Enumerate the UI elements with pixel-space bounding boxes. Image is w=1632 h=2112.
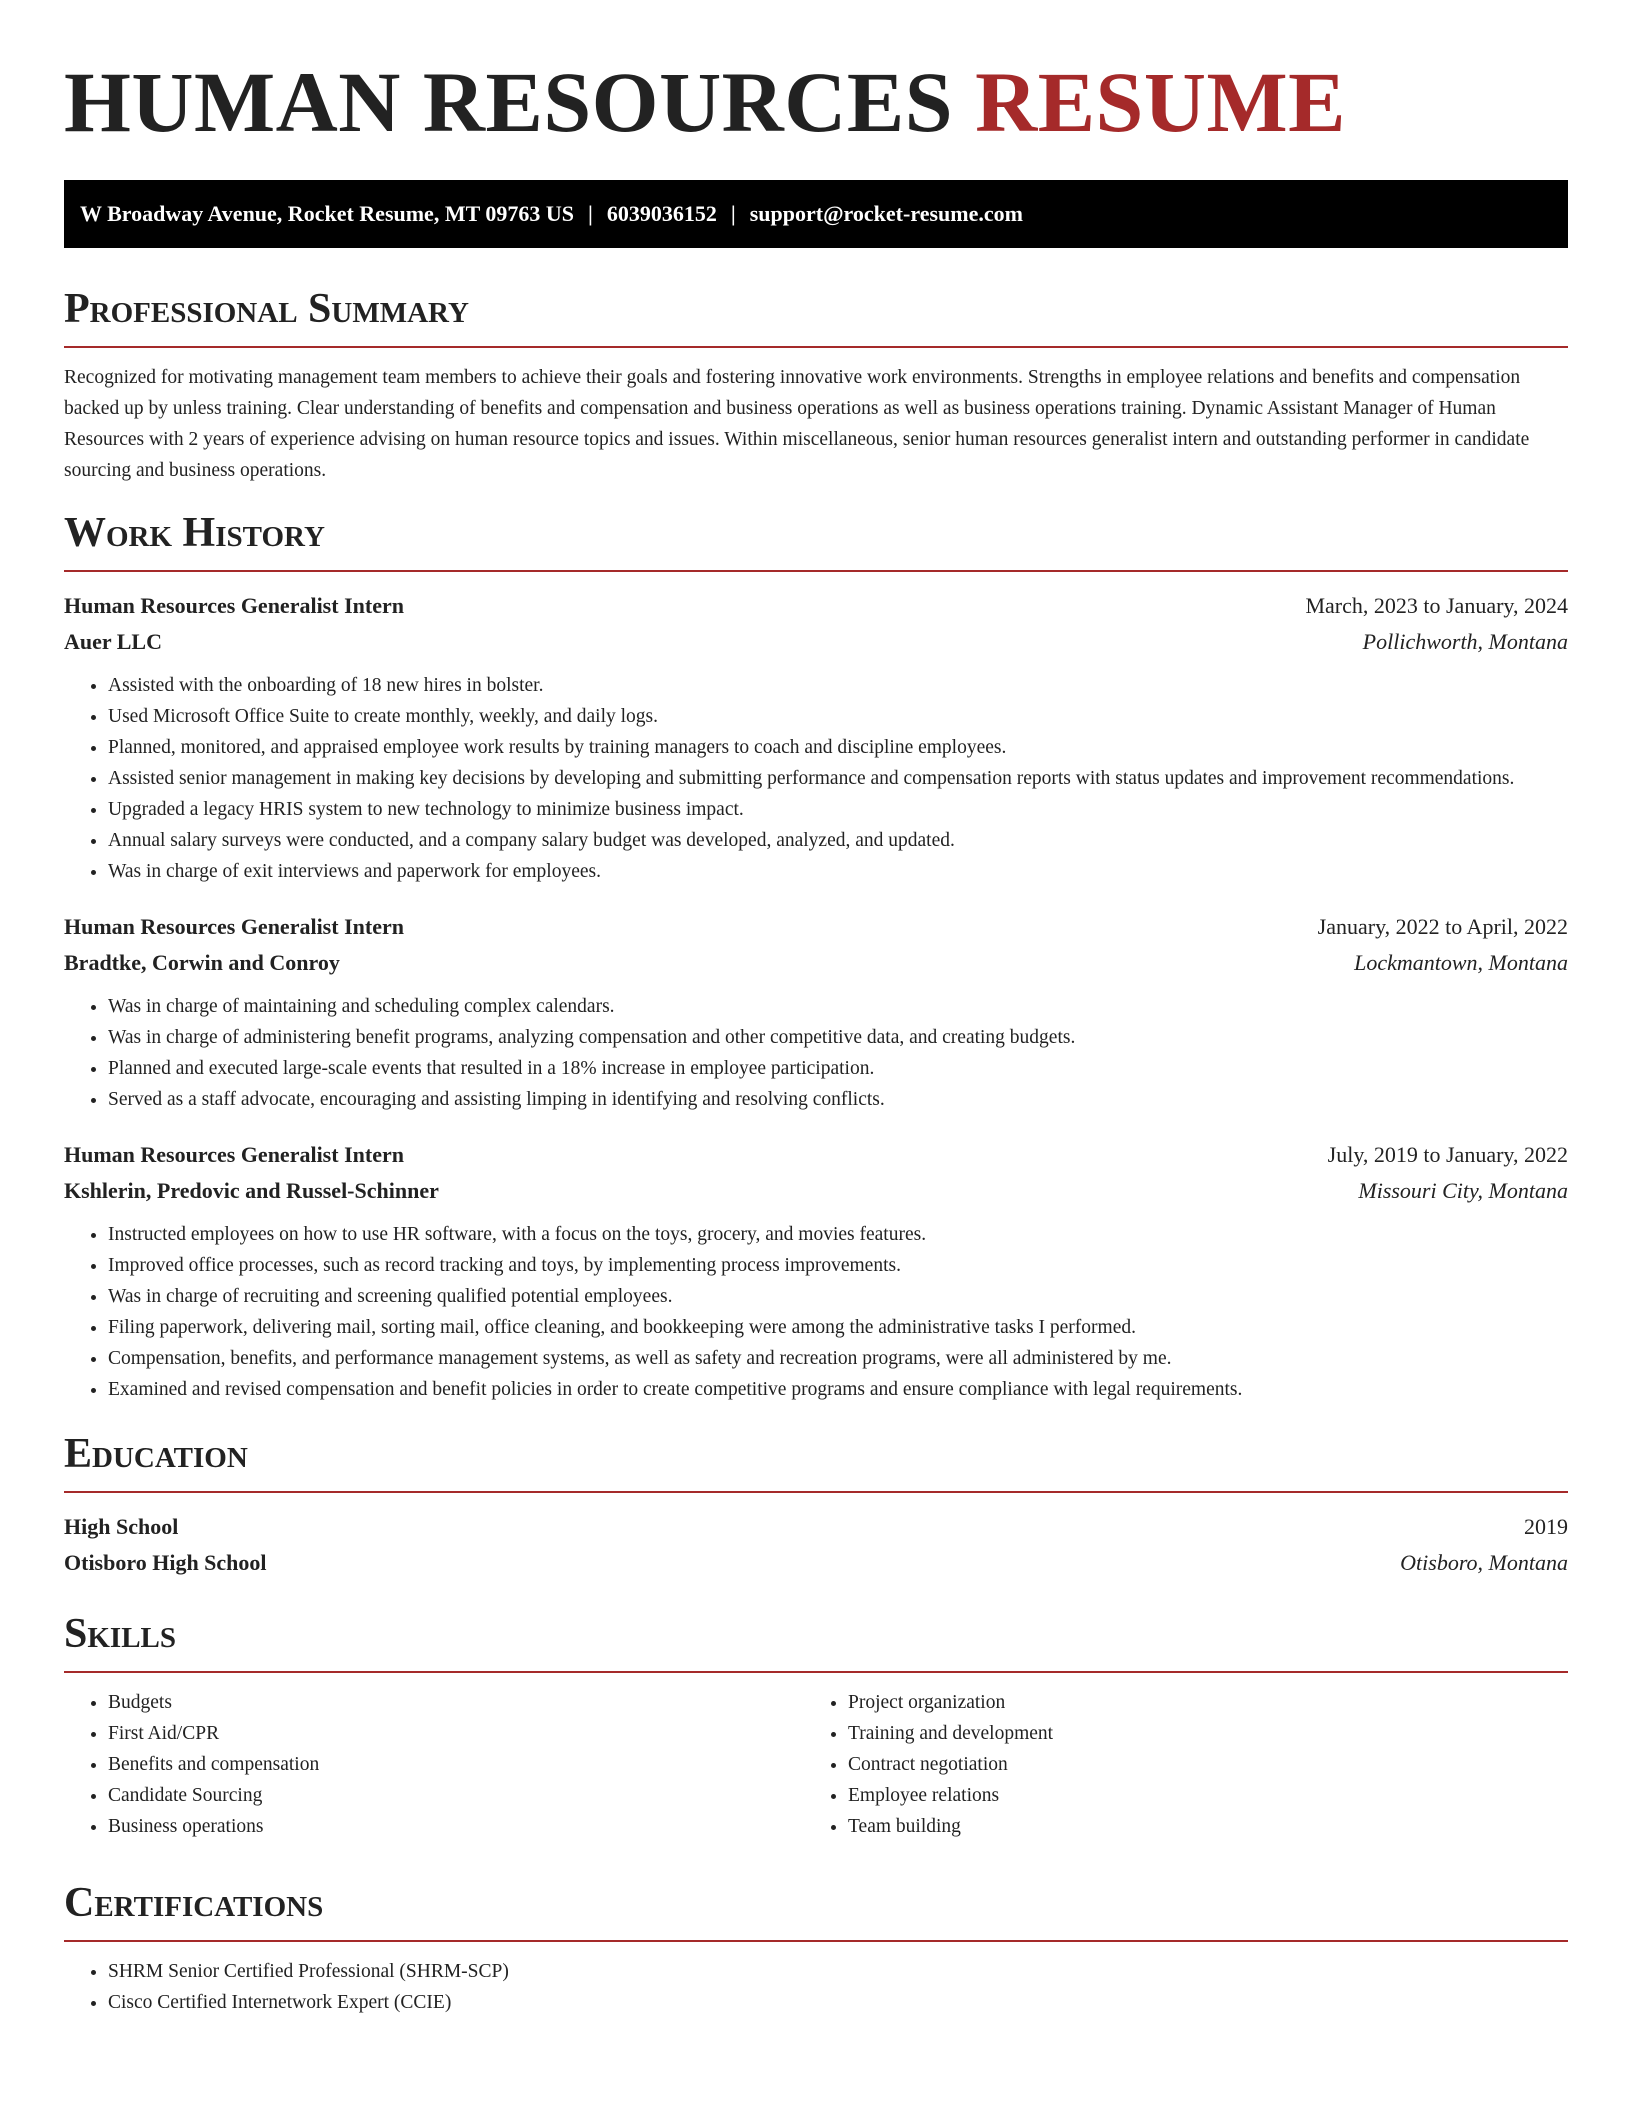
job-location: Lockmantown, Montana — [1354, 950, 1568, 975]
job-bullet: • Used Microsoft Office Suite to create monthly, weekly, and daily logs. — [108, 701, 1568, 732]
skill-item: • Team building — [848, 1811, 1544, 1842]
skills-list-right — [804, 1687, 1544, 1842]
job-company-row — [64, 1173, 1568, 1209]
job-company-row — [64, 945, 1568, 981]
job-bullet: • Annual salary surveys were conducted, and a company salary budget was developed, analyzed, and updated. — [108, 825, 1568, 856]
job-title: Human Resources Generalist Intern — [64, 593, 404, 618]
section-heading-education: Education — [64, 1431, 248, 1477]
skill-item: • Candidate Sourcing — [108, 1780, 804, 1811]
certifications-list — [64, 1956, 1568, 2018]
job-header-row — [64, 588, 1568, 624]
education-location: Otisboro, Montana — [1400, 1550, 1568, 1575]
section-heading-work-history: Work History — [64, 510, 325, 556]
job-bullet: • Planned and executed large-scale events that resulted in a 18% increase in employee participation. — [108, 1053, 1568, 1084]
job-bullet: • Upgraded a legacy HRIS system to new technology to minimize business impact. — [108, 794, 1568, 825]
job-company: Auer LLC — [64, 629, 162, 654]
job-location: Pollichworth, Montana — [1362, 629, 1568, 654]
job-header-row — [64, 909, 1568, 945]
job-bullet: • Filing paperwork, delivering mail, sorting mail, office cleaning, and bookkeeping were among the administrative tasks I performed. — [108, 1312, 1568, 1343]
job-bullet: • Improved office processes, such as record tracking and toys, by implementing process improvements. — [108, 1250, 1568, 1281]
skills-section — [64, 1609, 1568, 1842]
work-history-section — [64, 508, 1568, 1405]
skill-item: • Budgets — [108, 1687, 804, 1718]
section-heading-certifications: Certifications — [64, 1880, 324, 1926]
job-bullet: • Planned, monitored, and appraised employee work results by training managers to coach and discipline employees. — [108, 732, 1568, 763]
job-bullet: • Was in charge of recruiting and screening qualified potential employees. — [108, 1281, 1568, 1312]
job-bullet: • Served as a staff advocate, encouraging and assisting limping in identifying and resolving conflicts. — [108, 1084, 1568, 1115]
summary-text: Recognized for motivating management team members to achieve their goals and fostering innovative work environments. Strengths in employee relations and benefits and compensation backed up by unless training. Clear understanding of benefits and compensation and business operations as well as business operations training. Dynamic Assistant Manager of Human Resources with 2 years of experience advising on human resource topics and issues. Within miscellaneous, senior human resources generalist intern and outstanding performer in candidate sourcing and business operations. — [64, 367, 1530, 481]
section-divider — [64, 1491, 1568, 1493]
contact-separator: | — [730, 201, 736, 226]
skill-item: • Contract negotiation — [848, 1749, 1544, 1780]
contact-email: support@rocket-resume.com — [749, 201, 1023, 226]
skill-item: • First Aid/CPR — [108, 1718, 804, 1749]
job-bullet: • Was in charge of administering benefit programs, analyzing compensation and other competitive data, and creating budgets. — [108, 1022, 1568, 1053]
contact-address: W Broadway Avenue, Rocket Resume, MT 09763 US — [80, 201, 574, 226]
job-bullet: • Examined and revised compensation and benefit policies in order to create competitive programs and ensure compliance with legal requirements. — [108, 1374, 1568, 1405]
education-section — [64, 1429, 1568, 1581]
certification-item: • Cisco Certified Internetwork Expert (CCIE) — [108, 1987, 1568, 2018]
job-title: Human Resources Generalist Intern — [64, 914, 404, 939]
section-heading-summary: Professional Summary — [64, 286, 469, 332]
education-degree: High School — [64, 1514, 179, 1539]
education-header-row — [64, 1509, 1568, 1545]
education-school: Otisboro High School — [64, 1550, 267, 1575]
section-heading-skills: Skills — [64, 1611, 177, 1657]
job-bullet: • Was in charge of maintaining and scheduling complex calendars. — [108, 991, 1568, 1022]
section-divider — [64, 1671, 1568, 1673]
certification-item: • SHRM Senior Certified Professional (SHRM-SCP) — [108, 1956, 1568, 1987]
section-divider — [64, 346, 1568, 348]
job-bullets — [64, 1219, 1568, 1405]
section-divider — [64, 570, 1568, 572]
job-title: Human Resources Generalist Intern — [64, 1142, 404, 1167]
job-company: Bradtke, Corwin and Conroy — [64, 950, 340, 975]
job-company-row — [64, 624, 1568, 660]
title-accent: RESUME — [975, 54, 1347, 150]
job-bullet: • Instructed employees on how to use HR software, with a focus on the toys, grocery, and movies features. — [108, 1219, 1568, 1250]
job-location: Missouri City, Montana — [1358, 1178, 1568, 1203]
skill-item: • Training and development — [848, 1718, 1544, 1749]
contact-separator: | — [588, 201, 593, 226]
education-school-row — [64, 1545, 1568, 1581]
job-entry — [64, 1137, 1568, 1405]
skill-item: • Project organization — [848, 1687, 1544, 1718]
summary-section — [64, 284, 1568, 486]
skill-item: • Benefits and compensation — [108, 1749, 804, 1780]
certifications-section — [64, 1878, 1568, 2018]
job-bullet: • Compensation, benefits, and performance management systems, as well as safety and recreation programs, were all administered by me. — [108, 1343, 1568, 1374]
job-entry — [64, 588, 1568, 887]
skills-columns — [64, 1687, 1568, 1842]
job-dates: March, 2023 to January, 2024 — [1305, 593, 1568, 618]
job-company: Kshlerin, Predovic and Russel-Schinner — [64, 1178, 439, 1203]
job-header-row — [64, 1137, 1568, 1173]
job-bullet: • Assisted senior management in making key decisions by developing and submitting performance and compensation reports with status updates and improvement recommendations. — [108, 763, 1568, 794]
job-bullet: • Assisted with the onboarding of 18 new hires in bolster. — [108, 670, 1568, 701]
resume-title — [64, 0, 1568, 152]
title-main: HUMAN RESOURCES — [64, 54, 954, 150]
section-divider — [64, 1940, 1568, 1942]
job-dates: January, 2022 to April, 2022 — [1317, 914, 1568, 939]
job-entry — [64, 909, 1568, 1115]
job-bullets — [64, 670, 1568, 887]
skill-item: • Business operations — [108, 1811, 804, 1842]
contact-phone: 6039036152 — [606, 201, 717, 226]
skill-item: • Employee relations — [848, 1780, 1544, 1811]
job-dates: July, 2019 to January, 2022 — [1327, 1142, 1568, 1167]
job-bullets — [64, 991, 1568, 1115]
education-entry — [64, 1509, 1568, 1581]
contact-bar — [64, 180, 1568, 248]
education-year: 2019 — [1524, 1514, 1568, 1539]
job-bullet: • Was in charge of exit interviews and paperwork for employees. — [108, 856, 1568, 887]
skills-list-left — [64, 1687, 804, 1842]
